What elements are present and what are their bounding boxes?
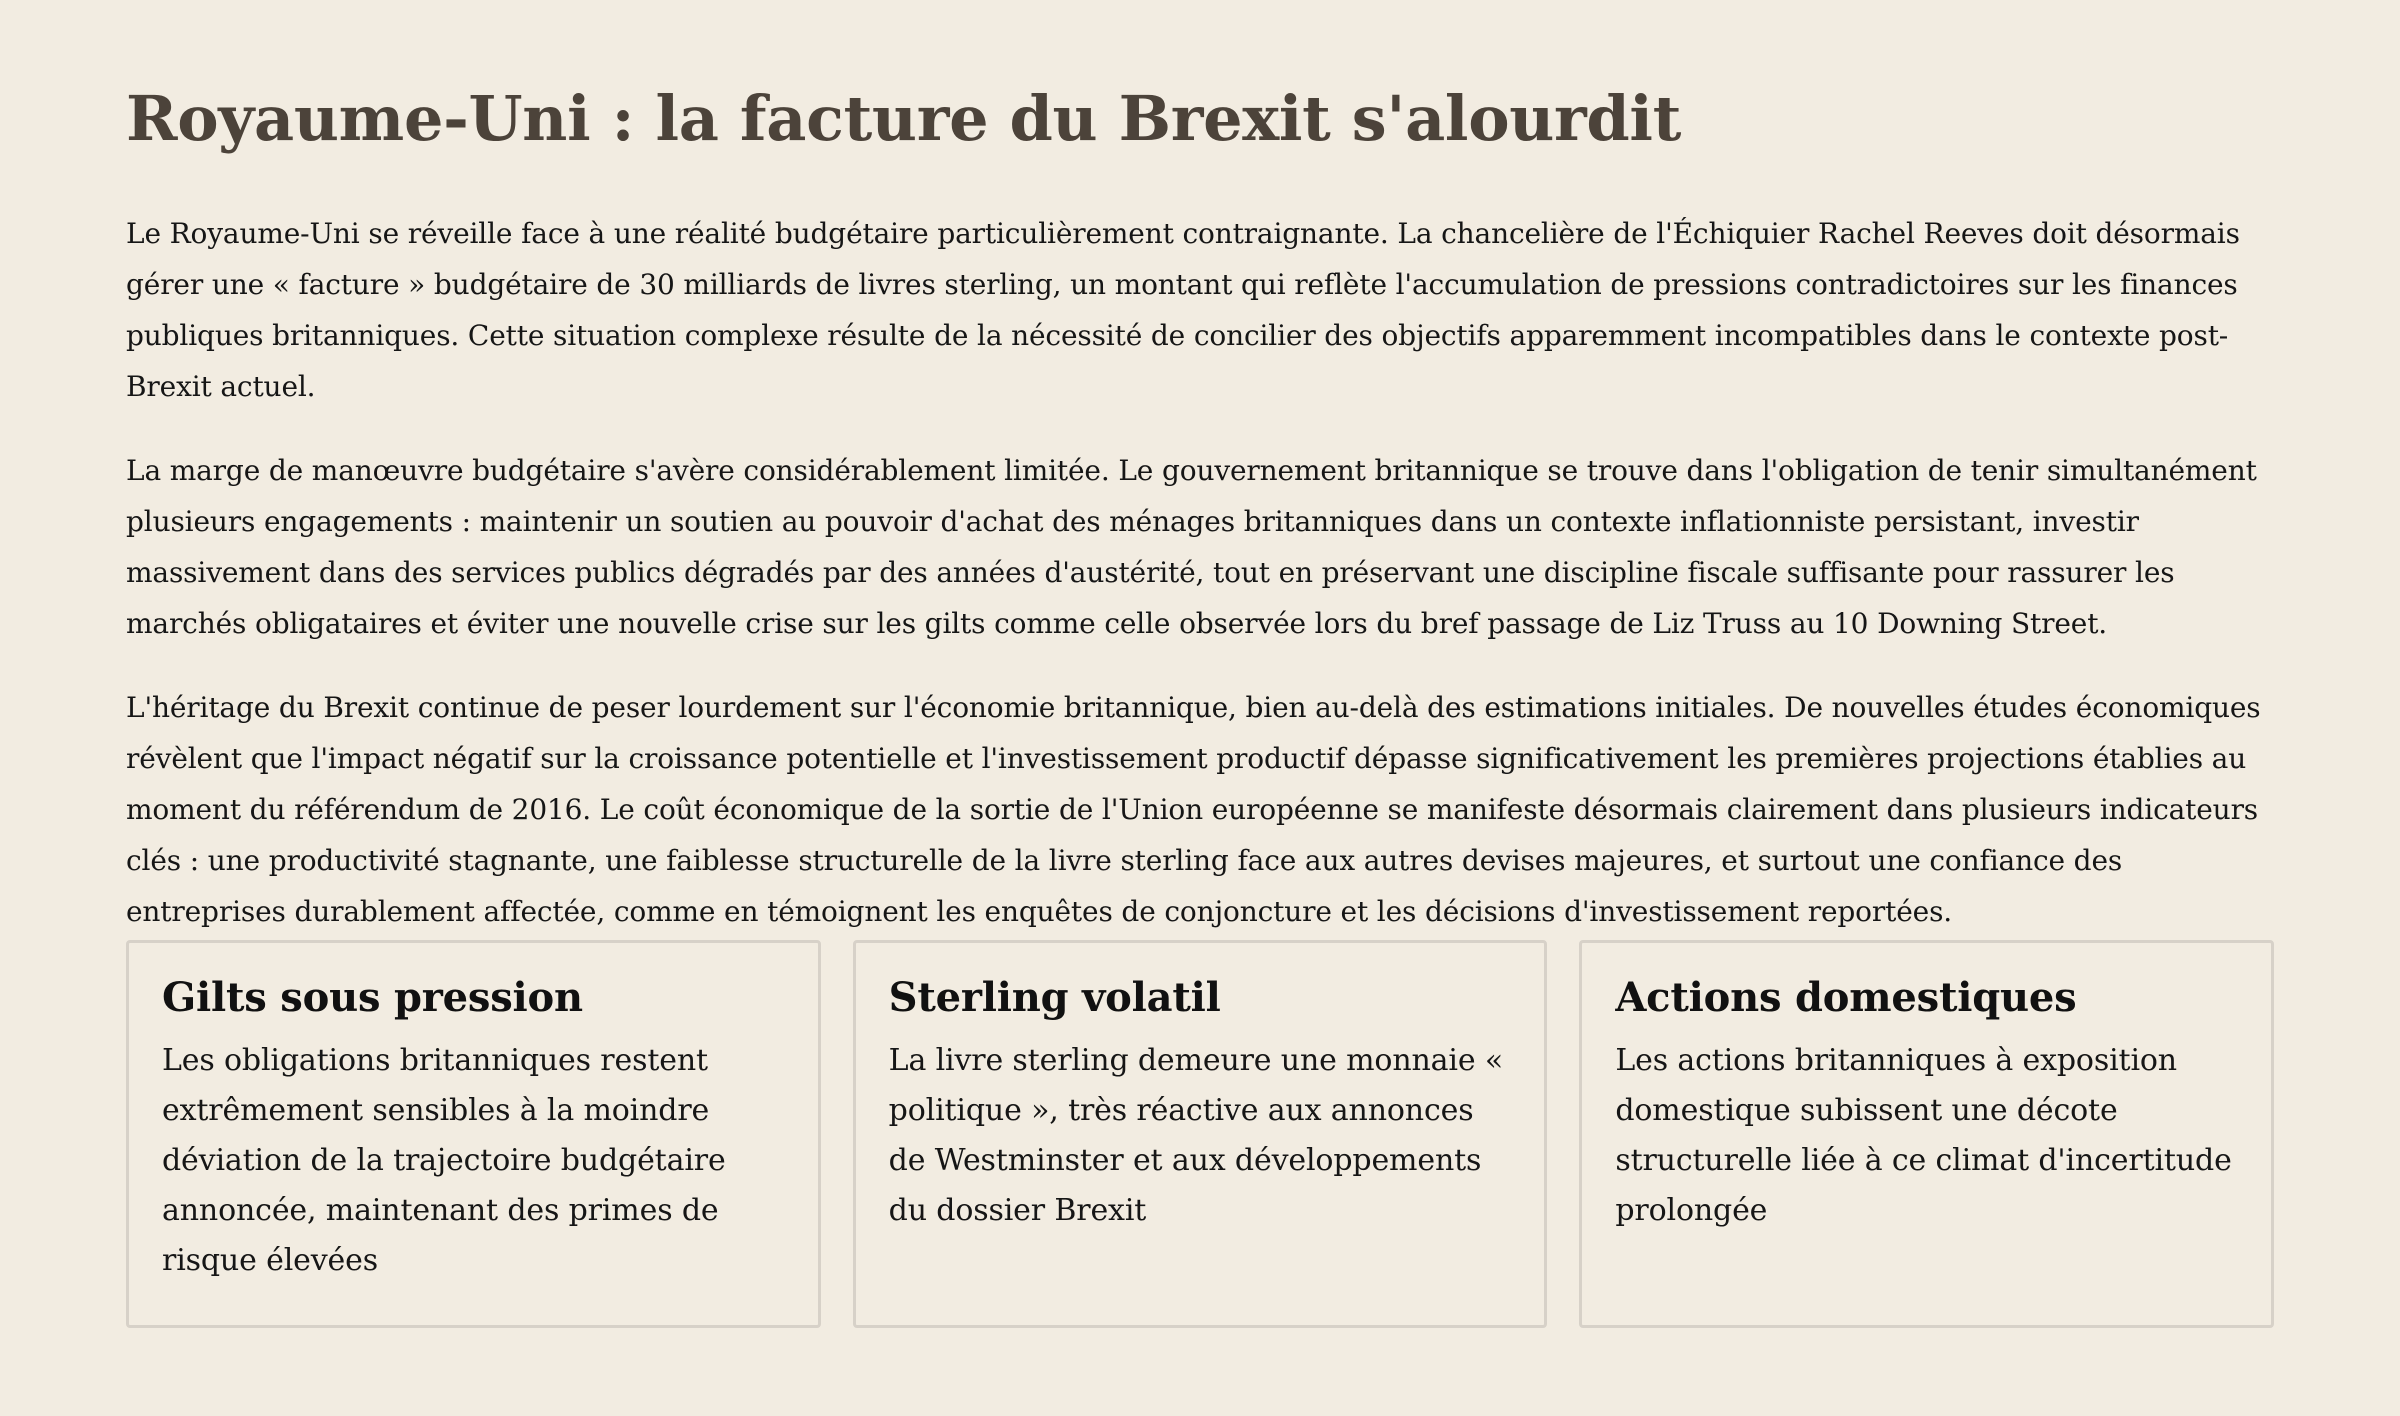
- article-paragraph-2: La marge de manœuvre budgétaire s'avère considérablement limitée. Le gouvernement britannique se trouve dans l'obligation de tenir simultanément plusieurs engagements : maintenir un soutien au pouvoir d'achat des ménages britanniques dans un contexte inflationniste persistant, investir massivement dans des services publics dégradés par des années d'austérité, tout en préservant une discipline fiscale suffisante pour rassurer les marchés obligataires et éviter une nouvelle crise sur les gilts comme celle observée lors du bref passage de Liz Truss au 10 Downing Street.: [126, 454, 2257, 640]
- card-gilts: [126, 940, 821, 1328]
- market-cards: [126, 940, 2274, 1328]
- card-sterling: [853, 940, 1548, 1328]
- article-body: [126, 208, 2274, 937]
- card-title: Sterling volatil: [888, 974, 1221, 1021]
- article-paragraph-1: Le Royaume-Uni se réveille face à une réalité budgétaire particulièrement contraignante. La chancelière de l'Échiquier Rachel Reeves doit désormais gérer une « facture » budgétaire de 30 milliards de livres sterling, un montant qui reflète l'accumulation de pressions contradictoires sur les finances publiques britanniques. Cette situation complexe résulte de la nécessité de concilier des objectifs apparemment incompatibles dans le contexte post-Brexit actuel.: [126, 217, 2240, 403]
- page-title: Royaume-Uni : la facture du Brexit s'alourdit: [126, 82, 1682, 155]
- card-title: Gilts sous pression: [162, 974, 583, 1021]
- card-text: Les obligations britanniques restent extrêmement sensibles à la moindre déviation de la trajectoire budgétaire annoncée, maintenant des primes de risque élevées: [162, 1043, 726, 1278]
- card-actions: [1579, 940, 2274, 1328]
- article-paragraph-3: L'héritage du Brexit continue de peser lourdement sur l'économie britannique, bien au-delà des estimations initiales. De nouvelles études économiques révèlent que l'impact négatif sur la croissance potentielle et l'investissement productif dépasse significativement les premières projections établies au moment du référendum de 2016. Le coût économique de la sortie de l'Union européenne se manifeste désormais clairement dans plusieurs indicateurs clés : une productivité stagnante, une faiblesse structurelle de la livre sterling face aux autres devises majeures, et surtout une confiance des entreprises durablement affectée, comme en témoignent les enquêtes de conjoncture et les décisions d'investissement reportées.: [126, 691, 2261, 928]
- card-text: La livre sterling demeure une monnaie « politique », très réactive aux annonces de Westminster et aux développements du dossier Brexit: [888, 1043, 1504, 1228]
- card-text: Les actions britanniques à exposition domestique subissent une décote structurelle liée à ce climat d'incertitude prolongée: [1615, 1043, 2232, 1228]
- card-title: Actions domestiques: [1615, 974, 2077, 1021]
